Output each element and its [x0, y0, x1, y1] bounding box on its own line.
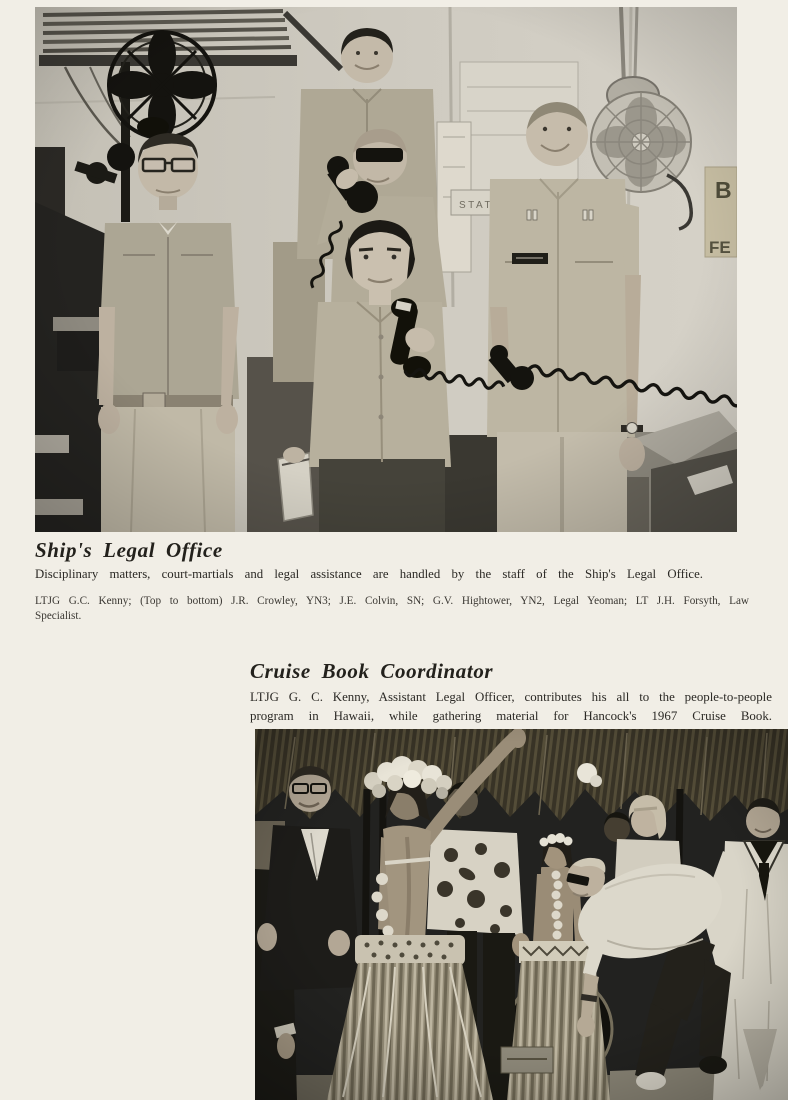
name-caption-line1: LTJG G.C. Kenny; (Top to bottom) J.R. Crowley, YN3; J.E. Colvin, SN; G.V. Hightower, YN2, Legal Yeoman; LT J.H. Forsyth, Law — [35, 595, 749, 607]
cruise-book-line2: program in Hawaii, while gathering material for Hancock's 1967 Cruise Book. — [250, 708, 772, 723]
photo-vignette — [35, 7, 737, 532]
legal-office-captions — [35, 538, 749, 624]
legal-office-photo — [35, 7, 737, 532]
luau-photo — [255, 729, 788, 1100]
cruise-book-captions — [250, 659, 772, 725]
legal-office-description: Disciplinary matters, court-martials and legal assistance are handled by the staff of the Ship's Legal Office. — [35, 567, 703, 581]
legal-office-heading: Ship's Legal Office — [35, 538, 223, 562]
photo-vignette — [255, 729, 788, 1100]
cruise-book-line1: LTJG G. C. Kenny, Assistant Legal Officer, contributes his all to the people-to-people — [250, 690, 772, 704]
cruise-book-heading: Cruise Book Coordinator — [250, 659, 494, 683]
legal-office-name-caption — [35, 594, 749, 624]
name-caption-line2: Specialist. — [35, 610, 82, 622]
